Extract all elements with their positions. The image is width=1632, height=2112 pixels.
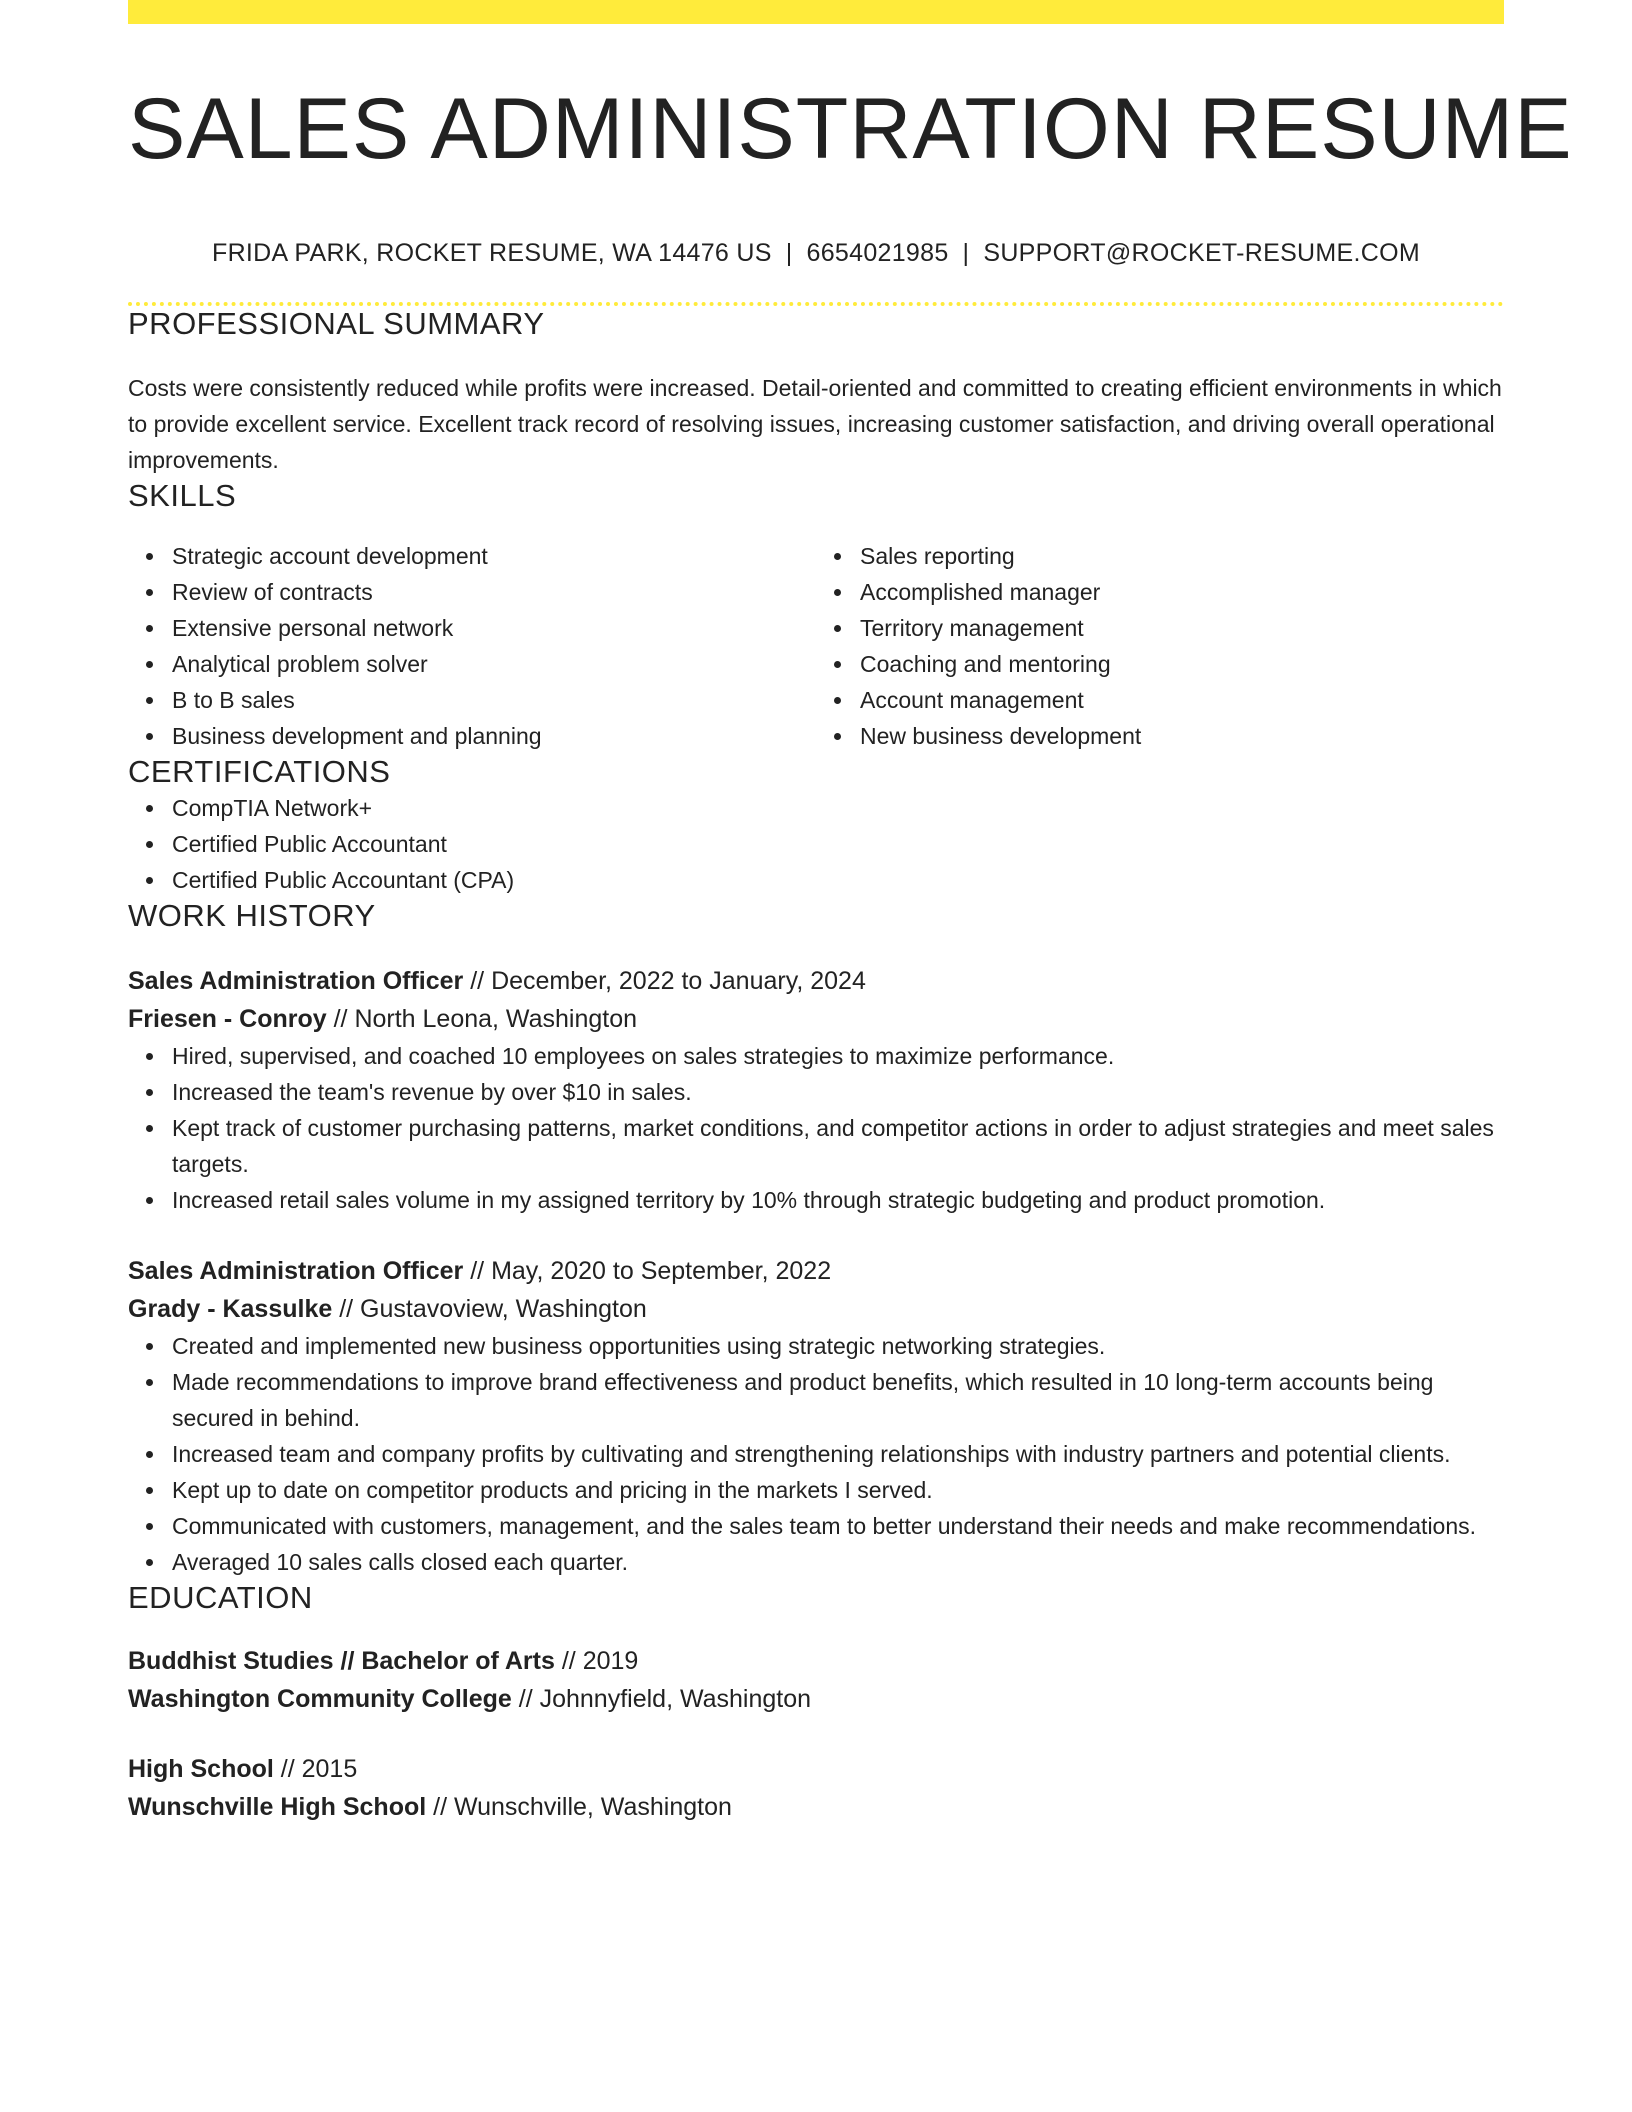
skill-item: B to B sales [172,682,816,718]
education-location: // Wunschville, Washington [433,1792,732,1821]
certifications-list [128,790,1504,898]
skill-item: Coaching and mentoring [860,646,1504,682]
skills-columns [128,538,1504,754]
job-bullet: Hired, supervised, and coached 10 employees on sales strategies to maximize performance. [172,1038,1504,1074]
accent-top-bar [128,0,1504,24]
skill-item: Review of contracts [172,574,816,610]
education-degree: High School [128,1754,274,1783]
contact-address: FRIDA PARK, ROCKET RESUME, WA 14476 US [212,238,772,267]
job-title-line [128,962,1504,1000]
work-history-heading: WORK HISTORY [128,897,376,933]
job-bullet: Averaged 10 sales calls closed each quarter. [172,1544,1504,1580]
job-entry [128,1252,1504,1580]
job-bullet: Increased the team's revenue by over $10 in sales. [172,1074,1504,1110]
skill-item: Account management [860,682,1504,718]
job-location: // Gustavoview, Washington [339,1294,647,1323]
job-bullet: Kept track of customer purchasing patterns, market conditions, and competitor actions in order to adjust strategies and meet sales targets. [172,1110,1504,1182]
job-bullet: Increased retail sales volume in my assigned territory by 10% through strategic budgeting and product promotion. [172,1182,1504,1218]
skills-heading: SKILLS [128,477,237,513]
job-company: Grady - Kassulke [128,1294,333,1323]
education-degree-line [128,1750,1504,1788]
contact-phone: 6654021985 [806,238,949,267]
skill-item: Territory management [860,610,1504,646]
job-bullet: Increased team and company profits by cultivating and strengthening relationships with industry partners and potential clients. [172,1436,1504,1472]
job-bullet: Communicated with customers, management, and the sales team to better understand their needs and make recommendations. [172,1508,1504,1544]
job-entry [128,962,1504,1218]
education-degree: Buddhist Studies // Bachelor of Arts [128,1646,555,1675]
education-year: // 2015 [280,1754,358,1783]
certification-item: CompTIA Network+ [172,790,1504,826]
job-bullet: Created and implemented new business opportunities using strategic networking strategies. [172,1328,1504,1364]
job-title: Sales Administration Officer [128,966,464,995]
education-year: // 2019 [561,1646,639,1675]
job-bullets [128,1328,1504,1580]
job-title-line [128,1252,1504,1290]
skills-list-right [816,538,1504,754]
summary-heading: PROFESSIONAL SUMMARY [128,305,545,341]
job-title: Sales Administration Officer [128,1256,464,1285]
education-school: Washington Community College [128,1684,512,1713]
skill-item: Accomplished manager [860,574,1504,610]
job-bullet: Made recommendations to improve brand effectiveness and product benefits, which resulted in 10 long-term accounts being secured in behind. [172,1364,1504,1436]
education-school-line [128,1788,1504,1826]
contact-email: SUPPORT@ROCKET-RESUME.COM [983,238,1420,267]
skill-item: Analytical problem solver [172,646,816,682]
education-entry [128,1642,1504,1718]
skill-item: Strategic account development [172,538,816,574]
job-bullets [128,1038,1504,1218]
job-company-line [128,1000,1504,1038]
contact-separator: | [962,238,970,267]
job-bullet: Kept up to date on competitor products and pricing in the markets I served. [172,1472,1504,1508]
education-location: // Johnnyfield, Washington [518,1684,812,1713]
job-company-line [128,1290,1504,1328]
certification-item: Certified Public Accountant [172,826,1504,862]
resume-title: SALES ADMINISTRATION RESUME [128,81,1573,177]
education-school-line [128,1680,1504,1718]
contact-separator: | [785,238,793,267]
skill-item: Extensive personal network [172,610,816,646]
summary-text: Costs were consistently reduced while profits were increased. Detail-oriented and committed to creating efficient environments in which to provide excellent service. Excellent track record of resolving issues, increasing customer satisfaction, and driving overall operational improvements. [128,374,1502,473]
education-heading: EDUCATION [128,1579,313,1615]
skill-item: Sales reporting [860,538,1504,574]
certifications-heading: CERTIFICATIONS [128,753,391,789]
job-dates: // December, 2022 to January, 2024 [470,966,866,995]
skill-item: Business development and planning [172,718,816,754]
education-school: Wunschville High School [128,1792,427,1821]
education-degree-line [128,1642,1504,1680]
skills-list-left [128,538,816,754]
resume-page [128,0,1573,1826]
contact-line [128,239,1504,268]
education-entry [128,1750,1504,1826]
skill-item: New business development [860,718,1504,754]
job-dates: // May, 2020 to September, 2022 [470,1256,832,1285]
job-location: // North Leona, Washington [333,1004,638,1033]
certification-item: Certified Public Accountant (CPA) [172,862,1504,898]
job-company: Friesen - Conroy [128,1004,327,1033]
